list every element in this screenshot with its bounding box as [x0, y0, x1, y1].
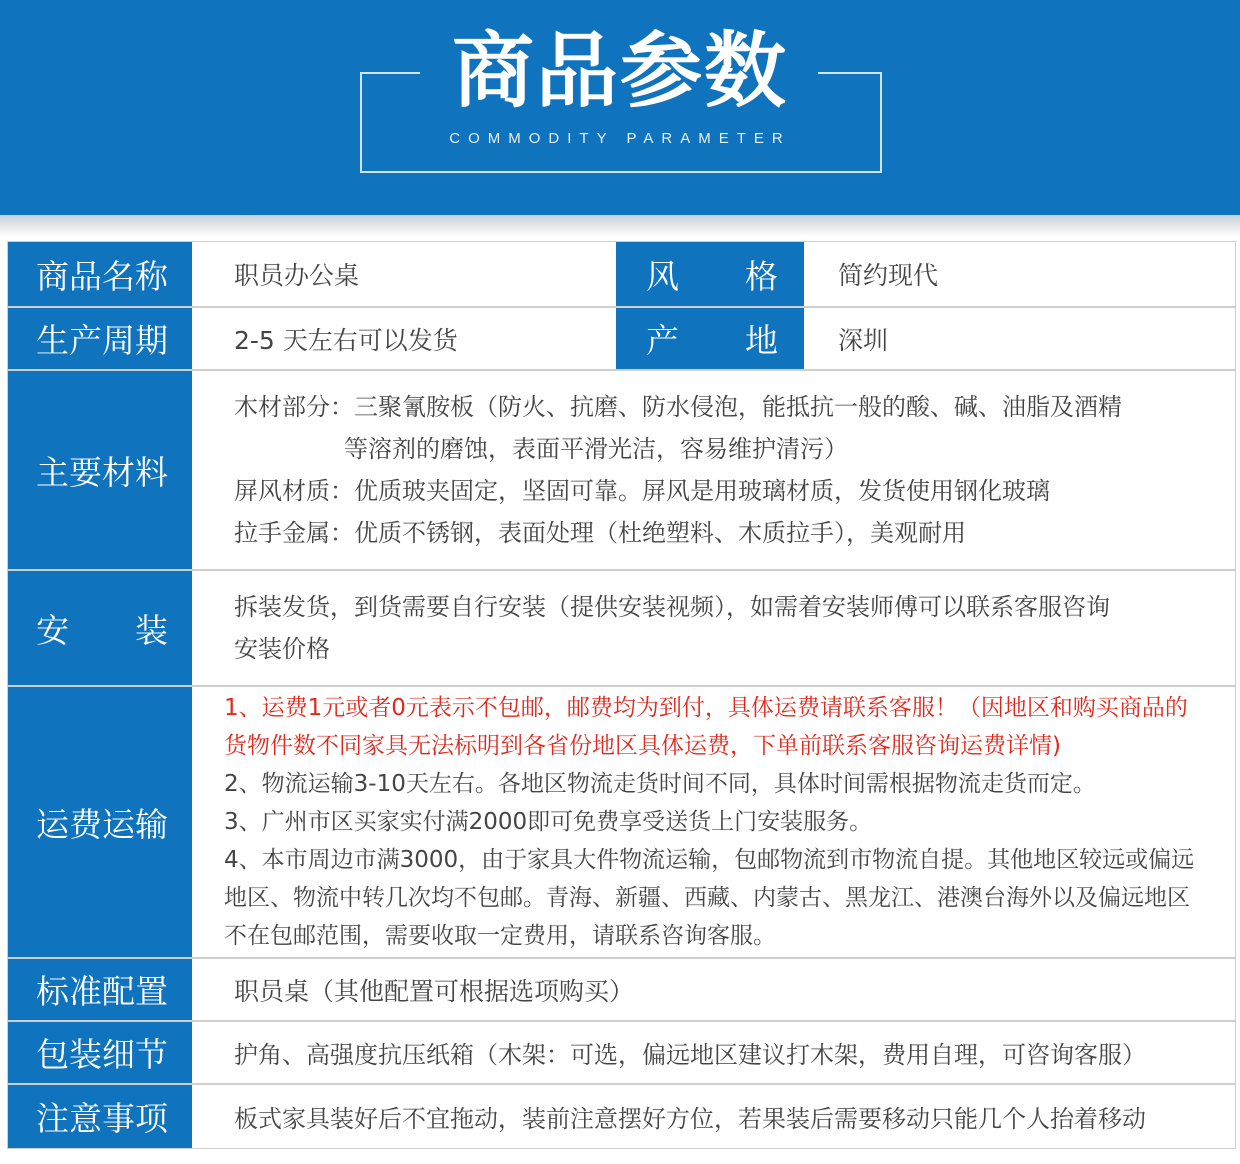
row-label-origin: 产 地	[616, 308, 804, 369]
row-value: 2-5 天左右可以发货	[234, 325, 458, 355]
row-label: 安 装	[8, 571, 192, 685]
row-label-style: 风 格	[616, 242, 804, 306]
install-line: 安装价格	[234, 635, 330, 663]
header-banner	[0, 0, 1240, 215]
row-install	[8, 571, 1235, 687]
material-line: 屏风材质：优质玻夹固定，坚固可靠。屏风是用玻璃材质，发货使用钢化玻璃	[234, 477, 1050, 505]
page-title: 商品参数	[451, 24, 788, 119]
row-value: 板式家具装好后不宜拖动，装前注意摆好方位，若果装后需要移动只能几个人抬着移动	[234, 1105, 1146, 1133]
row-label: 生产周期	[8, 308, 192, 369]
row-value: 职员桌（其他配置可根据选项购买）	[234, 976, 635, 1006]
row-value	[234, 571, 1235, 685]
row-cycle	[8, 308, 1235, 371]
row-label: 商品名称	[8, 242, 192, 306]
row-label: 注意事项	[8, 1085, 192, 1148]
install-line: 拆装发货，到货需要自行安装（提供安装视频），如需着安装师傅可以联系客服咨询	[234, 593, 1110, 621]
row-value	[234, 371, 1235, 569]
page-subtitle: COMMODITY PARAMETER	[449, 130, 791, 147]
row-name	[8, 242, 1235, 308]
shipping-line: 3、广州市区买家实付满2000即可免费享受送货上门安装服务。	[224, 809, 873, 835]
material-line: 木材部分：三聚氰胺板（防火、抗磨、防水侵泡，能抵抗一般的酸、碱、油脂及酒精	[234, 393, 1122, 421]
row-notice	[8, 1085, 1235, 1148]
shipping-line: 4、本市周边市满3000，由于家具大件物流运输，包邮物流到市物流自提。其他地区较远或偏远	[224, 847, 1195, 873]
row-label: 主要材料	[8, 371, 192, 569]
row-label: 包装细节	[8, 1022, 192, 1083]
row-value-origin: 深圳	[838, 325, 889, 355]
row-material	[8, 371, 1235, 571]
banner-shadow	[0, 215, 1240, 237]
row-package	[8, 1022, 1235, 1085]
row-label: 运费运输	[8, 687, 192, 957]
row-value	[224, 687, 1235, 957]
row-shipping	[8, 687, 1235, 959]
parameter-table	[7, 241, 1236, 1149]
frame-bottom-line	[360, 171, 882, 173]
shipping-line: 2、物流运输3-10天左右。各地区物流走货时间不同，具体时间需根据物流走货而定。	[224, 771, 1096, 797]
row-value-style: 简约现代	[838, 261, 939, 290]
material-line: 等溶剂的磨蚀，表面平滑光洁，容易维护清污）	[344, 435, 848, 463]
shipping-line: 不在包邮范围，需要收取一定费用，请联系咨询客服。	[224, 923, 776, 949]
row-config	[8, 959, 1235, 1022]
shipping-line: 地区、物流中转几次均不包邮。青海、新疆、西藏、内蒙古、黑龙江、港澳台海外以及偏远地区	[224, 885, 1190, 911]
material-line: 拉手金属：优质不锈钢，表面处理（杜绝塑料、木质拉手），美观耐用	[234, 519, 966, 547]
row-value: 职员办公桌	[234, 261, 360, 290]
shipping-notice-line: 1、运费1元或者0元表示不包邮，邮费均为到付，具体运费请联系客服！（因地区和购买商品的	[224, 695, 1188, 721]
shipping-notice-line: 货物件数不同家具无法标明到各省份地区具体运费，下单前联系客服咨询运费详情)	[224, 733, 1061, 759]
row-value: 护角、高强度抗压纸箱（木架：可选，偏远地区建议打木架，费用自理，可咨询客服）	[234, 1041, 1146, 1069]
row-label: 标准配置	[8, 959, 192, 1020]
